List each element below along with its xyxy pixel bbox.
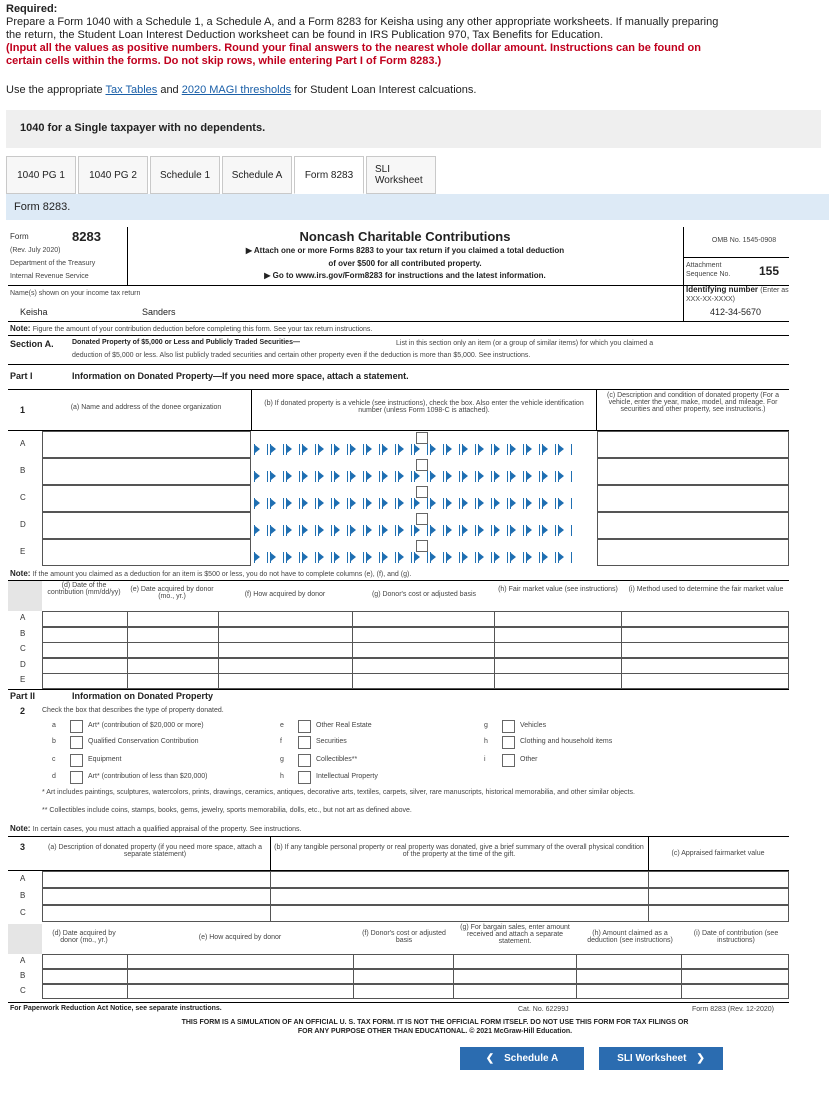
option-label: Intellectual Property (316, 773, 378, 780)
option-label: Vehicles (520, 722, 547, 729)
option-label: Qualified Conservation Contribution (88, 738, 199, 745)
use-tables-line: Use the appropriate Tax Tables and 2020 MAGI thresholds for Student Loan Interest calcuations. (6, 84, 477, 96)
cat-number: Cat. No. 62299J (518, 1006, 569, 1013)
option-letter: e (280, 722, 284, 729)
paperwork-notice: For Paperwork Reduction Act Notice, see separate instructions. (10, 1005, 222, 1012)
fair-market-value-input[interactable] (494, 642, 622, 658)
option-label: Art* (contribution of less than $20,000) (88, 773, 208, 780)
contribution-date-input[interactable] (681, 954, 789, 969)
vehicle-checkbox[interactable] (416, 540, 428, 552)
bargain-sale-input[interactable] (453, 969, 577, 984)
option-letter: g (280, 756, 284, 763)
option-letter: h (280, 773, 284, 780)
option-label: Collectibles** (316, 756, 358, 763)
contribution-date-input[interactable] (681, 969, 789, 984)
part1-col-g: (g) Donor's cost or adjusted basis (371, 591, 477, 598)
contribution-date-input[interactable] (42, 642, 128, 658)
form-rev: (Rev. July 2020) (10, 247, 61, 254)
how-acquired-input[interactable] (218, 642, 353, 658)
part1-row-letter: A (20, 613, 26, 622)
form-number: 8283 (72, 229, 101, 244)
fmv-method-input[interactable] (621, 658, 789, 674)
contribution-date-input[interactable] (42, 611, 128, 627)
form-title-bar: Form 8283. (6, 194, 829, 220)
fair-market-value-input[interactable] (494, 627, 622, 643)
part1-col-h: (h) Fair market value (see instructions) (498, 586, 618, 593)
form-title: Noncash Charitable Contributions (299, 229, 511, 244)
option-label: Other Real Estate (316, 722, 372, 729)
property-type-checkbox[interactable] (70, 736, 83, 749)
irs-label: Internal Revenue Service (10, 273, 89, 280)
first-name: Keisha (20, 307, 48, 317)
part1-note: Note: If the amount you claimed as a deduction for an item is $500 or less, you do not have to complete columns (e), (f), and (g). (10, 569, 412, 578)
option-letter: d (52, 773, 56, 780)
required-heading: Required: (6, 3, 58, 15)
fmv-method-input[interactable] (621, 642, 789, 658)
date-acquired-input[interactable] (127, 642, 219, 658)
part1-row-number: 1 (20, 405, 26, 415)
property-type-checkbox[interactable] (298, 720, 311, 733)
part2-col-i: (i) Date of contribution (see instructions) (693, 930, 779, 944)
instructions-red: (Input all the values as positive numbers. Round your final answers to the nearest whole dollar amount. Instructions can be found on certain cells within the forms. Do not skip rows, while entering Part I of Form 8283.) (6, 42, 701, 67)
donor-how-acquired-input[interactable] (127, 969, 354, 984)
part2-row-letter: A (20, 956, 26, 965)
property-description-input[interactable] (597, 485, 789, 512)
vin-input-boxes[interactable] (254, 471, 574, 482)
property-type-checkbox[interactable] (298, 771, 311, 784)
tab-1040-pg1[interactable]: 1040 PG 1 (6, 156, 76, 194)
option-letter: g (484, 722, 488, 729)
property-type-checkbox[interactable] (502, 754, 515, 767)
disclaimer-line2: FOR ANY PURPOSE OTHER THAN EDUCATIONAL. © 2021 McGraw-Hill Education. (297, 1028, 573, 1035)
cost-basis-input[interactable] (352, 611, 495, 627)
bargain-sale-input[interactable] (453, 984, 577, 999)
vin-input-boxes[interactable] (254, 552, 574, 563)
vehicle-checkbox[interactable] (416, 459, 428, 471)
part2-row-letter: B (20, 891, 26, 900)
part1-row-letter: A (20, 439, 26, 448)
property-description-input[interactable] (597, 458, 789, 485)
part1-row-letter: B (20, 466, 26, 475)
option-letter: c (52, 756, 56, 763)
date-acquired-input[interactable] (127, 673, 219, 689)
next-sli-worksheet-button[interactable]: SLI Worksheet ❯ (599, 1047, 723, 1070)
tab-sli-worksheet[interactable]: SLI Worksheet (366, 156, 436, 194)
property-condition-input[interactable] (270, 905, 649, 922)
form-tabs (6, 156, 436, 194)
tab-schedule-1[interactable]: Schedule 1 (150, 156, 220, 194)
chevron-right-icon: ❯ (696, 1053, 705, 1064)
fair-market-value-input[interactable] (494, 611, 622, 627)
option-label: Securities (316, 738, 347, 745)
property-description-input[interactable] (597, 539, 789, 566)
amount-claimed-input[interactable] (576, 984, 682, 999)
part2-row3-number: 3 (20, 842, 26, 852)
part2-row-letter: C (20, 908, 26, 917)
option-label: Clothing and household items (520, 738, 613, 745)
part2-col-g: (g) For bargain sales, enter amount received and attach a separate statement. (460, 924, 570, 945)
donee-name-input[interactable] (42, 458, 251, 485)
omb-number: OMB No. 1545-0908 (711, 237, 777, 244)
note1: Note: Figure the amount of your contribution deduction before completing this form. See your tax return instructions. (10, 324, 373, 333)
bargain-sale-input[interactable] (453, 954, 577, 969)
how-acquired-input[interactable] (218, 673, 353, 689)
donor-cost-input[interactable] (353, 954, 454, 969)
option-letter: i (484, 756, 486, 763)
donor-date-acquired-input[interactable] (42, 954, 128, 969)
vehicle-checkbox[interactable] (416, 432, 428, 444)
part2-col-e: (e) How acquired by donor (198, 934, 282, 941)
part1-col-b: (b) If donated property is a vehicle (see instructions), check the box. Also enter the vehicle identification number (unless Form 1098-C is attached). (264, 400, 584, 414)
property-description-input[interactable] (597, 512, 789, 539)
part2-col-f: (f) Donor's cost or adjusted basis (362, 930, 446, 944)
art-footnote: * Art includes paintings, sculptures, watercolors, prints, drawings, ceramics, antiques, decorative arts, textiles, carpets, silver, rare manuscripts, historical memorabilia, and other similar objects. (42, 789, 635, 796)
prev-schedule-a-button[interactable]: ❮ Schedule A (460, 1047, 584, 1070)
donee-name-input[interactable] (42, 539, 251, 566)
last-name: Sanders (142, 307, 176, 317)
appraised-description-input[interactable] (42, 871, 271, 888)
donor-how-acquired-input[interactable] (127, 954, 354, 969)
tab-form-8283[interactable]: Form 8283 (294, 156, 364, 194)
option-letter: b (52, 738, 56, 745)
chevron-left-icon: ❮ (485, 1053, 495, 1064)
part2-col-a: (a) Description of donated property (if you need more space, attach a separate statement) (47, 844, 262, 858)
donee-name-input[interactable] (42, 485, 251, 512)
appraised-fmv-input[interactable] (648, 871, 789, 888)
part2-col-c: (c) Appraised fairmarket value (671, 850, 765, 857)
donor-cost-input[interactable] (353, 984, 454, 999)
donee-name-input[interactable] (42, 431, 251, 458)
property-description-input[interactable] (597, 431, 789, 458)
identifying-number-value: 412-34-5670 (710, 307, 762, 317)
section-a-bold: Donated Property of $5,000 or Less and Publicly Traded Securities— (72, 339, 300, 346)
cost-basis-input[interactable] (352, 627, 495, 643)
option-letter: f (280, 738, 282, 745)
section-a-rest: List in this section only an item (or a group of similar items) for which you claimed a (396, 340, 654, 347)
part1-label: Part I (10, 371, 33, 381)
part1-col-e: (e) Date acquired by donor (mo., yr.) (130, 586, 214, 600)
part1-title: Information on Donated Property—If you need more space, attach a statement. (72, 371, 409, 381)
cost-basis-input[interactable] (352, 658, 495, 674)
fmv-method-input[interactable] (621, 611, 789, 627)
option-letter: a (52, 722, 56, 729)
amount-claimed-input[interactable] (576, 969, 682, 984)
part2-row-number: 2 (20, 706, 26, 716)
contribution-date-input[interactable] (42, 627, 128, 643)
date-acquired-input[interactable] (127, 611, 219, 627)
property-type-checkbox[interactable] (70, 720, 83, 733)
property-type-checkbox[interactable] (502, 720, 515, 733)
tab-1040-pg2[interactable]: 1040 PG 2 (78, 156, 148, 194)
property-condition-input[interactable] (270, 888, 649, 905)
donor-cost-input[interactable] (353, 969, 454, 984)
fair-market-value-input[interactable] (494, 658, 622, 674)
option-letter: h (484, 738, 488, 745)
how-acquired-input[interactable] (218, 658, 353, 674)
property-type-checkbox[interactable] (502, 736, 515, 749)
part1-col-f: (f) How acquired by donor (244, 591, 326, 598)
part2-row-letter: C (20, 986, 26, 995)
attachment-label: Attachment (686, 262, 722, 269)
appraised-description-input[interactable] (42, 905, 271, 922)
donor-date-acquired-input[interactable] (42, 969, 128, 984)
donor-date-acquired-input[interactable] (42, 984, 128, 999)
name-label: Name(s) shown on your income tax return (10, 290, 141, 297)
part1-row-letter: D (20, 659, 26, 669)
part1-row-letter: D (20, 520, 26, 529)
option-label: Art* (contribution of $20,000 or more) (88, 722, 204, 729)
part1-row-letter: C (20, 493, 26, 502)
property-type-checkbox[interactable] (298, 736, 311, 749)
part2-col-b: (b) If any tangible personal property or real property was donated, give a brief summary of the overall physical condition of the property at the time of the gift. (274, 844, 644, 858)
header-line1: ▶ Attach one or more Forms 8283 to your tax return if you claimed a total deduction (245, 246, 565, 255)
part2-row-letter: B (20, 971, 26, 980)
fmv-method-input[interactable] (621, 673, 789, 689)
sequence-number: 155 (759, 264, 780, 278)
property-type-checkbox[interactable] (70, 771, 83, 784)
amount-claimed-input[interactable] (576, 954, 682, 969)
part1-row-letter: E (20, 547, 26, 556)
header-line2: of over $500 for all contributed property. (328, 259, 482, 268)
vehicle-checkbox[interactable] (416, 486, 428, 498)
section-a-label: Section A. (10, 339, 54, 349)
part1-col-a: (a) Name and address of the donee organization (70, 404, 222, 411)
part2-col-h: (h) Amount claimed as a deduction (see instructions) (587, 930, 673, 944)
date-acquired-input[interactable] (127, 658, 219, 674)
tax-tables-link[interactable]: Tax Tables (105, 84, 158, 96)
appraised-fmv-input[interactable] (648, 888, 789, 905)
part2-row-letter: A (20, 874, 26, 883)
cost-basis-input[interactable] (352, 673, 495, 689)
disclaimer-line1: THIS FORM IS A SIMULATION OF AN OFFICIAL U. S. TAX FORM. IT IS NOT THE OFFICIAL FORM ITSELF. DO NOT USE THIS FORM FOR TAX FILINGS OR (181, 1019, 689, 1026)
part1-row-letter: C (20, 644, 26, 653)
option-label: Other (520, 756, 538, 763)
part2-col-d: (d) Date acquired by donor (mo., yr.) (52, 930, 116, 944)
how-acquired-input[interactable] (218, 627, 353, 643)
donee-name-input[interactable] (42, 512, 251, 539)
part1-col-i: (i) Method used to determine the fair market value (628, 586, 784, 593)
header-line3: ▶ Go to www.irs.gov/Form8283 for instructions and the latest information. (264, 271, 546, 280)
vin-input-boxes[interactable] (254, 498, 574, 509)
cost-basis-input[interactable] (352, 642, 495, 658)
part2-title: Information on Donated Property (72, 691, 214, 701)
donor-how-acquired-input[interactable] (127, 984, 354, 999)
appraised-fmv-input[interactable] (648, 905, 789, 922)
part2-intro: Check the box that describes the type of property donated. (42, 707, 224, 714)
contribution-date-input[interactable] (42, 673, 128, 689)
scenario-banner: 1040 for a Single taxpayer with no dependents. (6, 110, 821, 148)
property-type-checkbox[interactable] (298, 754, 311, 767)
vin-input-boxes[interactable] (254, 525, 574, 536)
identifying-number-label: Identifying number (Enter as XXX-XX-XXXX) (686, 285, 789, 303)
part2-note: Note: In certain cases, you must attach a qualified appraisal of the property. See instructions. (10, 824, 302, 833)
dept-treasury: Department of the Treasury (10, 260, 96, 267)
part2-label: Part II (10, 691, 36, 701)
form-rev-footer: Form 8283 (Rev. 12-2020) (692, 1006, 774, 1013)
vin-input-boxes[interactable] (254, 444, 574, 455)
vehicle-checkbox[interactable] (416, 513, 428, 525)
contribution-date-input[interactable] (42, 658, 128, 674)
how-acquired-input[interactable] (218, 611, 353, 627)
fair-market-value-input[interactable] (494, 673, 622, 689)
part1-row-letter: B (20, 628, 26, 638)
property-type-checkbox[interactable] (70, 754, 83, 767)
fmv-method-input[interactable] (621, 627, 789, 643)
tab-schedule-a[interactable]: Schedule A (222, 156, 292, 194)
section-a-line2: deduction of $5,000 or less. Also list publicly traded securities and certain other property even if the deduction is more than $5,000. See instructions. (72, 352, 531, 359)
sequence-label: Sequence No. (686, 271, 731, 278)
contribution-date-input[interactable] (681, 984, 789, 999)
magi-thresholds-link[interactable]: 2020 MAGI thresholds (181, 84, 292, 96)
date-acquired-input[interactable] (127, 627, 219, 643)
part1-col-c: (c) Description and condition of donated property (For a vehicle, enter the year, make, model, and mileage. For securities and other property, see instructions.) (607, 392, 779, 413)
appraised-description-input[interactable] (42, 888, 271, 905)
part1-col-d: (d) Date of the contribution (mm/dd/yy) (47, 582, 121, 596)
collectibles-footnote: ** Collectibles include coins, stamps, books, gems, jewelry, sports memorabilia, dolls, etc., but not art as defined above. (42, 807, 412, 814)
property-condition-input[interactable] (270, 871, 649, 888)
option-label: Equipment (88, 756, 122, 763)
form-label: Form (10, 232, 29, 241)
part1-row-letter: E (20, 675, 26, 684)
instructions-text: Prepare a Form 1040 with a Schedule 1, a Schedule A, and a Form 8283 for Keisha using any other appropriate worksheets. If manually preparing the return, the Student Loan Interest Deduction worksheet can be found in IRS Publication 970, Tax Benefits for Education. (6, 16, 719, 41)
